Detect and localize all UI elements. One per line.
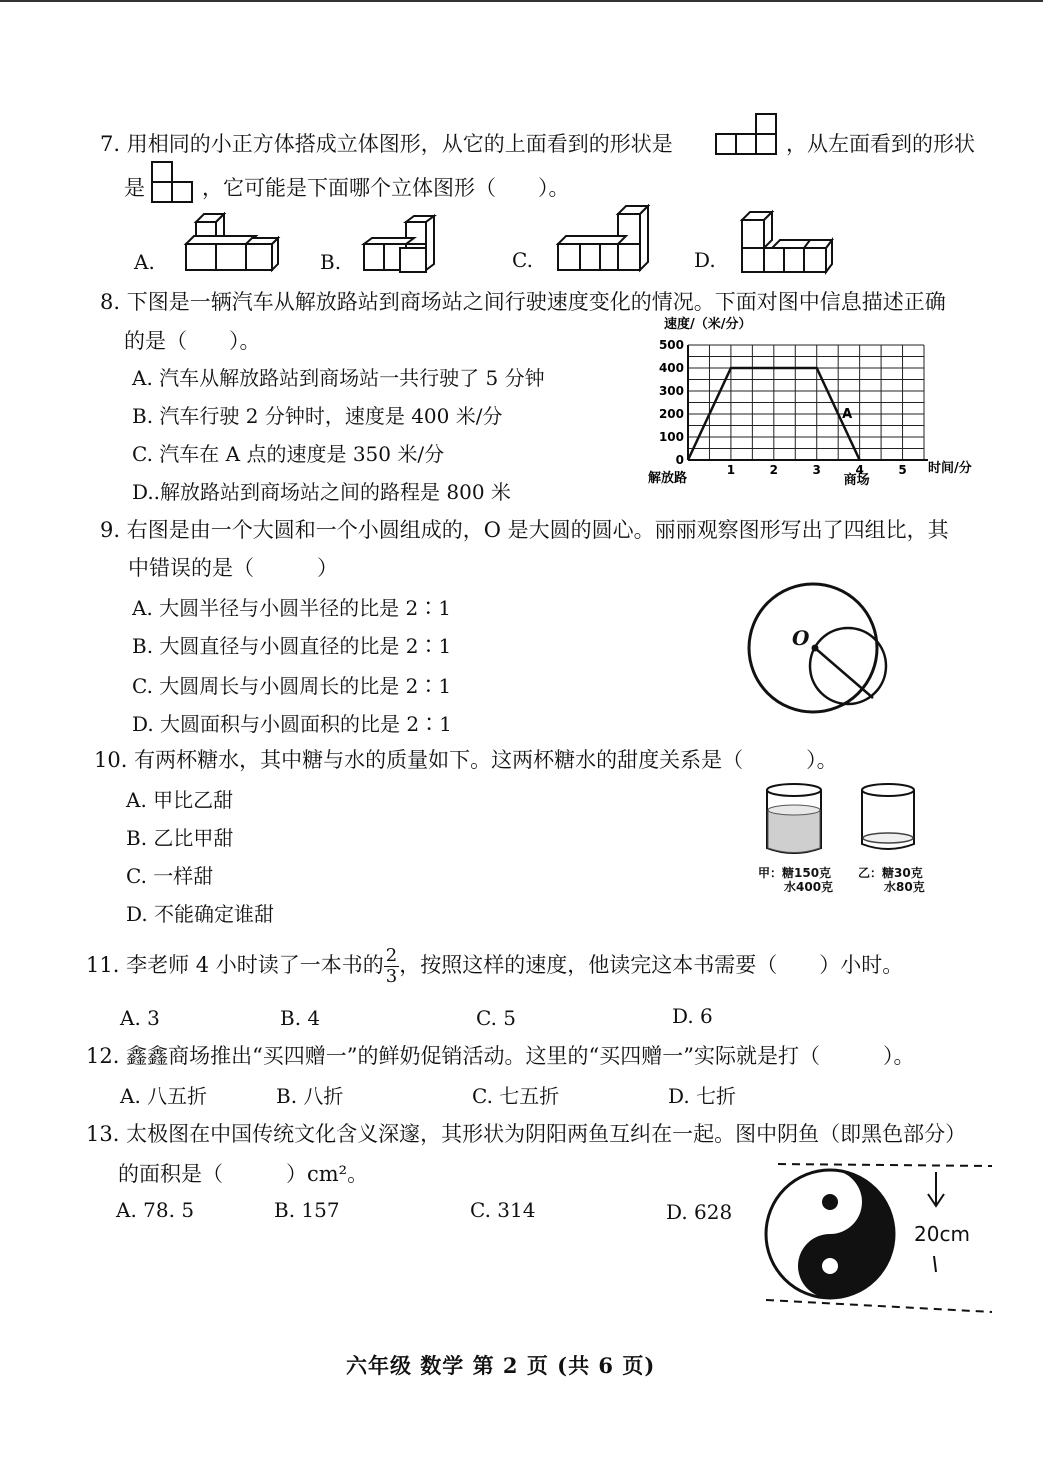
cup-b-label-1: 乙：糖30克: [858, 866, 923, 880]
q7-option-b: B.: [320, 250, 342, 274]
dimension-mark: [934, 1256, 936, 1272]
chart-x-tick-label: 2: [769, 463, 778, 477]
q7-text-c: 是: [124, 176, 145, 200]
cup-a-label-2: 水400克: [784, 880, 834, 894]
q8-option-c: C. 汽车在 A 点的速度是 350 米/分: [132, 442, 445, 466]
q13-option-b: B. 157: [274, 1198, 340, 1222]
cup-b-figure: [860, 782, 924, 860]
q7-line1: [100, 128, 673, 158]
chart-y-tick-label: 200: [658, 407, 684, 421]
q11-option-a: A. 3: [120, 1006, 160, 1030]
yang-eye: [822, 1258, 838, 1274]
chart-y-axis-label: 速度/（米/分）: [664, 317, 752, 332]
q7-figure-d: [738, 210, 838, 276]
chart-x-tick-label: 1: [726, 463, 736, 477]
q8-line1: 8. 下图是一辆汽车从解放路站到商场站之间行驶速度变化的情况。下面对图中信息描述正确: [100, 290, 946, 314]
q7-option-c: C.: [512, 248, 533, 272]
chart-point-a-label: A: [842, 407, 853, 422]
q12-line1: 12. 鑫鑫商场推出“买四赠一”的鲜奶促销活动。这里的“买四赠一”实际就是打（ ）。: [86, 1044, 915, 1068]
cup-a-figure: [764, 782, 830, 860]
cup-b-label-2: 水80克: [884, 880, 925, 894]
q9-center-label: O: [792, 626, 810, 650]
chart-x-axis-label: 时间/分: [928, 461, 972, 476]
q7-figure-a: [184, 210, 280, 274]
q11-option-c: C. 5: [476, 1006, 517, 1030]
q13-option-a: A. 78. 5: [116, 1198, 195, 1222]
page-top-edge: [0, 0, 1043, 2]
chart-y-tick-label: 0: [675, 453, 684, 467]
q10-option-d: D. 不能确定谁甜: [126, 902, 275, 926]
q9-option-b: B. 大圆直径与小圆直径的比是 2∶1: [132, 634, 452, 658]
q9-line2: 中错误的是（ ）: [128, 556, 338, 580]
q13-option-c: C. 314: [470, 1198, 536, 1222]
q7-text-a: 7. 用相同的小正方体搭成立体图形，从它的上面看到的形状是: [100, 132, 673, 156]
q12-option-b: B. 八折: [276, 1084, 344, 1108]
q8-option-a: A. 汽车从解放路站到商场站一共行驶了 5 分钟: [132, 366, 545, 390]
q10-option-b: B. 乙比甲甜: [126, 826, 234, 850]
q13-line2: 的面积是（ ）cm²。: [118, 1162, 369, 1186]
q7-text-b: ，从左面看到的形状: [786, 132, 975, 156]
q8-speed-chart: [640, 312, 1000, 494]
q11-option-b: B. 4: [280, 1006, 321, 1030]
q10-line1: 10. 有两杯糖水，其中糖与水的质量如下。这两杯糖水的甜度关系是（ ）。: [94, 748, 838, 772]
q11-option-d: D. 6: [672, 1004, 713, 1028]
chart-y-tick-label: 300: [658, 384, 684, 398]
top-dashed-line: [778, 1164, 992, 1166]
chart-x-start-label: 解放路: [648, 471, 688, 486]
q9-option-c: C. 大圆周长与小圆周长的比是 2∶1: [132, 674, 452, 698]
chart-x-tick-label: 3: [812, 463, 821, 477]
q10-option-a: A. 甲比乙甜: [126, 788, 234, 812]
q8-line2: 的是（ ）。: [124, 329, 261, 353]
center-point: [812, 645, 819, 652]
cup-a-label-1: 甲：糖150克: [758, 866, 832, 880]
q11-frac-denominator: 3: [385, 966, 398, 987]
q13-line1: 13. 太极图在中国传统文化含义深邃，其形状为阴阳两鱼互纠在一起。图中阴鱼（即黑色部分）: [86, 1122, 967, 1146]
q9-option-a: A. 大圆半径与小圆半径的比是 2∶1: [132, 596, 451, 620]
q11-text-a: 11. 李老师 4 小时读了一本书的: [86, 953, 384, 977]
q7-figure-c: [556, 204, 652, 274]
q12-option-d: D. 七折: [668, 1084, 737, 1108]
chart-y-tick-label: 500: [658, 338, 684, 352]
q12-option-c: C. 七五折: [472, 1084, 560, 1108]
chart-y-tick-label: 100: [658, 430, 684, 444]
chart-y-tick-label: 400: [658, 361, 684, 375]
q7-option-a: A.: [134, 250, 155, 274]
yin-eye: [822, 1194, 838, 1210]
q8-option-b: B. 汽车行驶 2 分钟时，速度是 400 米/分: [132, 404, 503, 428]
q7-left-view-figure: [150, 160, 196, 204]
chart-x-tick-label: 5: [898, 463, 907, 477]
q7-option-d: D.: [694, 248, 716, 272]
q7-figure-b: [360, 216, 440, 276]
q8-option-d: D..解放路站到商场站之间的路程是 800 米: [132, 480, 511, 504]
q13-option-d: D. 628: [666, 1200, 733, 1224]
q7-top-view-figure: [714, 112, 780, 158]
q10-option-c: C. 一样甜: [126, 864, 214, 888]
q13-dimension-label: 20cm: [914, 1222, 970, 1246]
q12-option-a: A. 八五折: [120, 1084, 208, 1108]
page-footer: 六年级 数学 第 2 页 (共 6 页): [346, 1353, 656, 1378]
q11-frac-numerator: 2: [385, 945, 398, 966]
chart-x-tick-label: 4: [855, 463, 864, 477]
q9-option-d: D. 大圆面积与小圆面积的比是 2∶1: [132, 712, 452, 736]
q11-line: [86, 946, 903, 987]
q9-circles-figure: [738, 580, 888, 720]
diameter-line: [815, 648, 873, 698]
q9-line1: 9. 右图是由一个大圆和一个小圆组成的，O 是大圆的圆心。丽丽观察图形写出了四组比，其: [100, 518, 949, 542]
q11-text-b: ，按照这样的速度，他读完这本书需要（ ）小时。: [399, 953, 904, 977]
bottom-dashed-line: [766, 1300, 992, 1312]
q7-text-d: ，它可能是下面哪个立体图形（ ）。: [202, 176, 570, 200]
chart-x-end-label: 商场: [843, 473, 870, 488]
q11-fraction: [384, 946, 399, 987]
